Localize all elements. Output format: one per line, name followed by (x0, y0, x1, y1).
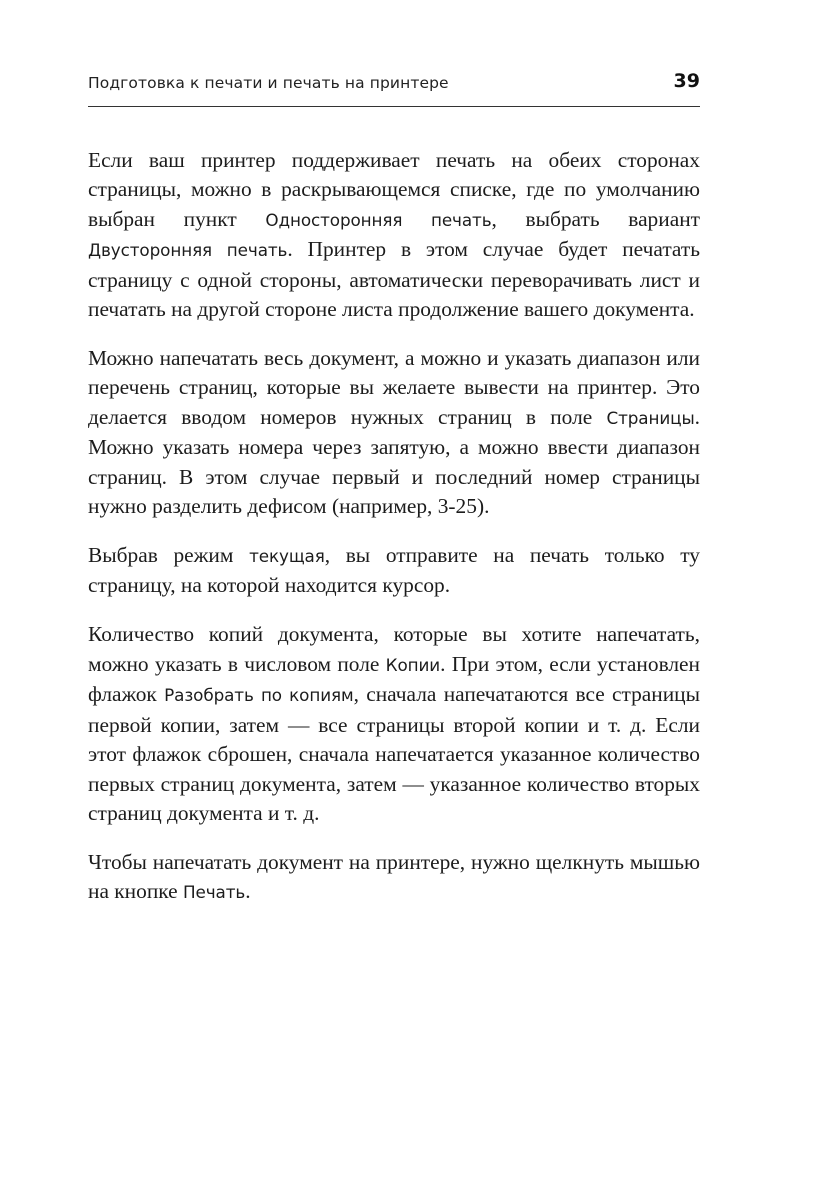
paragraph-print-button (88, 848, 700, 908)
ui-term-one-sided-print: Односторонняя печать (265, 209, 492, 230)
text-run: , сначала напечатаются все страницы первой копии, затем — все страницы второй копии и т. д. Если этот флажок сброшен, сначала напечатается указанное количество первых страниц документа, затем — указанное количество вторых страниц документа и т. д. (88, 682, 701, 825)
text-run: Количество копий документа, которые вы хотите напечатать, можно указать в числовом поле (88, 622, 700, 676)
ui-term-two-sided-print: Двусторонняя печать (88, 240, 288, 261)
ui-term-print-button: Печать (182, 882, 246, 903)
text-run: . Принтер в этом случае будет печатать страницу с одной стороны, автоматически переворачивать лист и печатать на другой стороне листа продолжение вашего документа. (88, 237, 700, 322)
running-title: Подготовка к печати и печать на принтере (88, 74, 449, 92)
text-run: Можно напечатать весь документ, а можно и указать диапазон или перечень страниц, которые вы желаете вывести на принтер. Это делается вводом номеров нужных страниц в поле (88, 346, 700, 429)
page-number: 39 (673, 70, 700, 92)
ui-term-collate-checkbox: Разобрать по копиям (164, 685, 354, 706)
text-run: Чтобы напечатать документ на принтере, нужно щелкнуть мышью на кнопке (88, 849, 700, 904)
ui-term-current-mode: текущая (249, 546, 325, 567)
text-run: . (245, 879, 251, 904)
ui-term-copies-field: Копии (385, 654, 441, 675)
running-header (88, 70, 700, 107)
paragraph-page-range (88, 344, 700, 521)
body-text (88, 146, 700, 927)
text-run: , вы отправите на печать только ту страницу, на которой находится курсор. (88, 543, 701, 598)
ui-term-pages-field: Страницы (606, 407, 695, 428)
text-run: Если ваш принтер поддерживает печать на обеих сторонах страницы, можно в раскрывающемся списке, где по умолчанию выбран пункт (88, 148, 700, 231)
paragraph-current-page (88, 541, 700, 601)
paragraph-copies (88, 620, 700, 828)
paragraph-duplex (88, 146, 700, 324)
text-run: . При этом, если установлен флажок (88, 651, 701, 707)
text-run: , выбрать вариант (491, 206, 700, 231)
text-run: . Можно указать номера через запятую, а можно ввести диапазон страниц. В этом случае первый и последний номер страницы нужно разделить дефисом (например, 3-25). (88, 404, 700, 519)
text-run: Выбрав режим (88, 543, 250, 568)
